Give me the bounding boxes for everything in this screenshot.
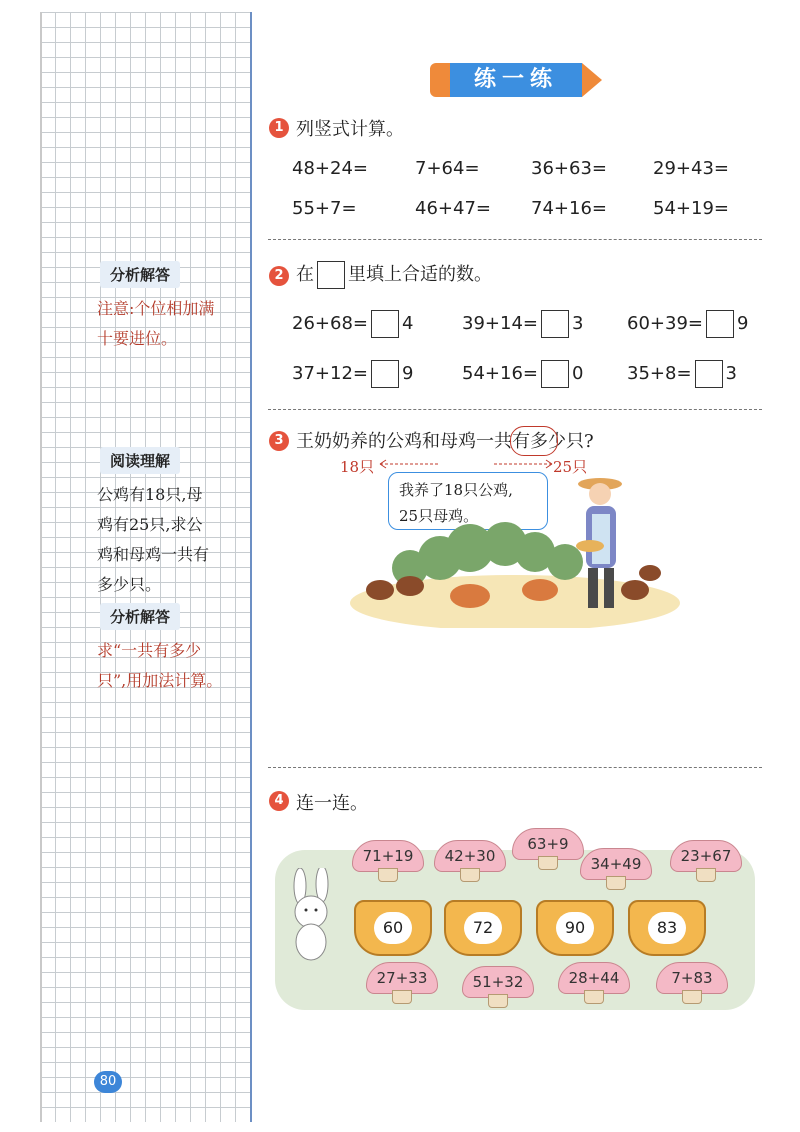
mushroom-stem bbox=[460, 868, 480, 882]
banner-title: 练一练 bbox=[450, 63, 582, 97]
note-line: 求“一共有多少 bbox=[97, 641, 202, 660]
mushroom-stem bbox=[584, 990, 604, 1004]
question-title-3: 王奶奶养的公鸡和母鸡一共有多少只? bbox=[296, 431, 594, 452]
mushroom[interactable] bbox=[434, 840, 504, 880]
answer-box[interactable] bbox=[706, 310, 734, 338]
mushroom[interactable] bbox=[352, 840, 422, 880]
note-line: 多少只。 bbox=[97, 575, 162, 594]
page-edge bbox=[40, 12, 42, 1122]
speech-line: 25只母鸡。 bbox=[399, 507, 479, 525]
label-roosters: 18只 bbox=[340, 458, 375, 476]
fill-expr: 39+14= bbox=[462, 313, 538, 334]
note-line: 鸡和母鸡一共有 bbox=[97, 545, 210, 564]
fill-digit: 9 bbox=[401, 363, 414, 384]
note-label-reading: 阅读理解 bbox=[100, 447, 180, 474]
basket[interactable] bbox=[354, 900, 432, 956]
mushroom[interactable] bbox=[670, 840, 740, 880]
answer-box[interactable] bbox=[541, 310, 569, 338]
fill-item bbox=[627, 360, 737, 388]
question-title-1: 列竖式计算。 bbox=[296, 119, 404, 140]
note-line: 鸡有25只,求公 bbox=[97, 515, 203, 534]
expr: 36+63= bbox=[531, 158, 607, 179]
note-label-analysis-2: 分析解答 bbox=[100, 603, 180, 630]
banner-arrow bbox=[582, 63, 602, 97]
mushroom-label: 7+83 bbox=[656, 962, 728, 994]
mushroom-stem bbox=[682, 990, 702, 1004]
mushroom-label: 34+49 bbox=[580, 848, 652, 880]
expr: 54+19= bbox=[653, 198, 729, 219]
answer-box[interactable] bbox=[541, 360, 569, 388]
expr: 46+47= bbox=[415, 198, 491, 219]
expr: 29+43= bbox=[653, 158, 729, 179]
mushroom-stem bbox=[538, 856, 558, 870]
question-number-4: 4 bbox=[269, 791, 289, 811]
section-divider bbox=[268, 767, 762, 768]
mushroom-label: 23+67 bbox=[670, 840, 742, 872]
basket-value: 60 bbox=[374, 912, 412, 944]
answer-box[interactable] bbox=[371, 310, 399, 338]
fill-digit: 3 bbox=[725, 363, 737, 384]
question-title-2 bbox=[296, 260, 492, 289]
basket-value: 83 bbox=[648, 912, 686, 944]
fill-expr: 26+68= bbox=[292, 313, 368, 334]
fill-digit: 9 bbox=[736, 313, 749, 334]
answer-box[interactable] bbox=[371, 360, 399, 388]
basket[interactable] bbox=[628, 900, 706, 956]
note-line: 只”,用加法计算。 bbox=[97, 671, 223, 690]
expr: 48+24= bbox=[292, 158, 368, 179]
fill-item bbox=[292, 310, 413, 338]
fill-digit: 0 bbox=[571, 363, 584, 384]
mushroom[interactable] bbox=[462, 966, 532, 1006]
question-number-1: 1 bbox=[269, 118, 289, 138]
note-text-1 bbox=[97, 294, 214, 354]
mushroom[interactable] bbox=[512, 828, 582, 868]
note-line: 十要进位。 bbox=[97, 329, 178, 348]
rabbit-illustration bbox=[278, 868, 348, 964]
mushroom-stem bbox=[378, 868, 398, 882]
note-text-2 bbox=[97, 480, 209, 600]
question-number-3: 3 bbox=[269, 431, 289, 451]
banner-left-cap bbox=[430, 63, 450, 97]
note-label-analysis-1: 分析解答 bbox=[100, 261, 180, 288]
fill-item bbox=[292, 360, 413, 388]
margin-divider bbox=[250, 12, 252, 1122]
farm-illustration bbox=[350, 478, 680, 628]
fill-expr: 35+8= bbox=[627, 363, 692, 384]
fill-item bbox=[462, 310, 583, 338]
mushroom-stem bbox=[696, 868, 716, 882]
expr: 74+16= bbox=[531, 198, 607, 219]
question-number-2: 2 bbox=[269, 266, 289, 286]
mushroom-stem bbox=[606, 876, 626, 890]
mushroom-label: 28+44 bbox=[558, 962, 630, 994]
expr: 55+7= bbox=[292, 198, 357, 219]
mushroom-label: 51+32 bbox=[462, 966, 534, 998]
title-part: 在 bbox=[296, 264, 314, 285]
fill-expr: 54+16= bbox=[462, 363, 538, 384]
question-title-4: 连一连。 bbox=[296, 793, 368, 814]
mushroom-label: 71+19 bbox=[352, 840, 424, 872]
fill-item bbox=[462, 360, 583, 388]
fill-expr: 60+39= bbox=[627, 313, 703, 334]
page-number: 80 bbox=[94, 1071, 122, 1093]
circle-highlight bbox=[510, 426, 558, 456]
speech-line: 我养了18只公鸡, bbox=[399, 481, 513, 499]
label-hens: 25只 bbox=[553, 458, 588, 476]
mushroom[interactable] bbox=[580, 848, 650, 888]
mushroom-label: 27+33 bbox=[366, 962, 438, 994]
bracket-arrows bbox=[378, 456, 554, 472]
fill-item bbox=[627, 310, 748, 338]
mushroom[interactable] bbox=[366, 962, 436, 1002]
basket[interactable] bbox=[536, 900, 614, 956]
basket-value: 90 bbox=[556, 912, 594, 944]
blank-box-example bbox=[317, 261, 345, 289]
mushroom-label: 63+9 bbox=[512, 828, 584, 860]
basket-value: 72 bbox=[464, 912, 502, 944]
fill-digit: 4 bbox=[401, 313, 414, 334]
fill-digit: 3 bbox=[571, 313, 584, 334]
basket[interactable] bbox=[444, 900, 522, 956]
note-line: 公鸡有18只,母 bbox=[97, 485, 203, 504]
answer-box[interactable] bbox=[695, 360, 723, 388]
mushroom[interactable] bbox=[656, 962, 726, 1002]
mushroom-stem bbox=[488, 994, 508, 1008]
fill-expr: 37+12= bbox=[292, 363, 368, 384]
section-divider bbox=[268, 409, 762, 410]
expr: 7+64= bbox=[415, 158, 480, 179]
note-text-3 bbox=[97, 636, 222, 696]
section-banner bbox=[430, 63, 602, 97]
title-part: 里填上合适的数。 bbox=[348, 264, 492, 285]
note-line: 注意:个位相加满 bbox=[97, 299, 215, 318]
section-divider bbox=[268, 239, 762, 240]
mushroom-label: 42+30 bbox=[434, 840, 506, 872]
mushroom[interactable] bbox=[558, 962, 628, 1002]
mushroom-stem bbox=[392, 990, 412, 1004]
